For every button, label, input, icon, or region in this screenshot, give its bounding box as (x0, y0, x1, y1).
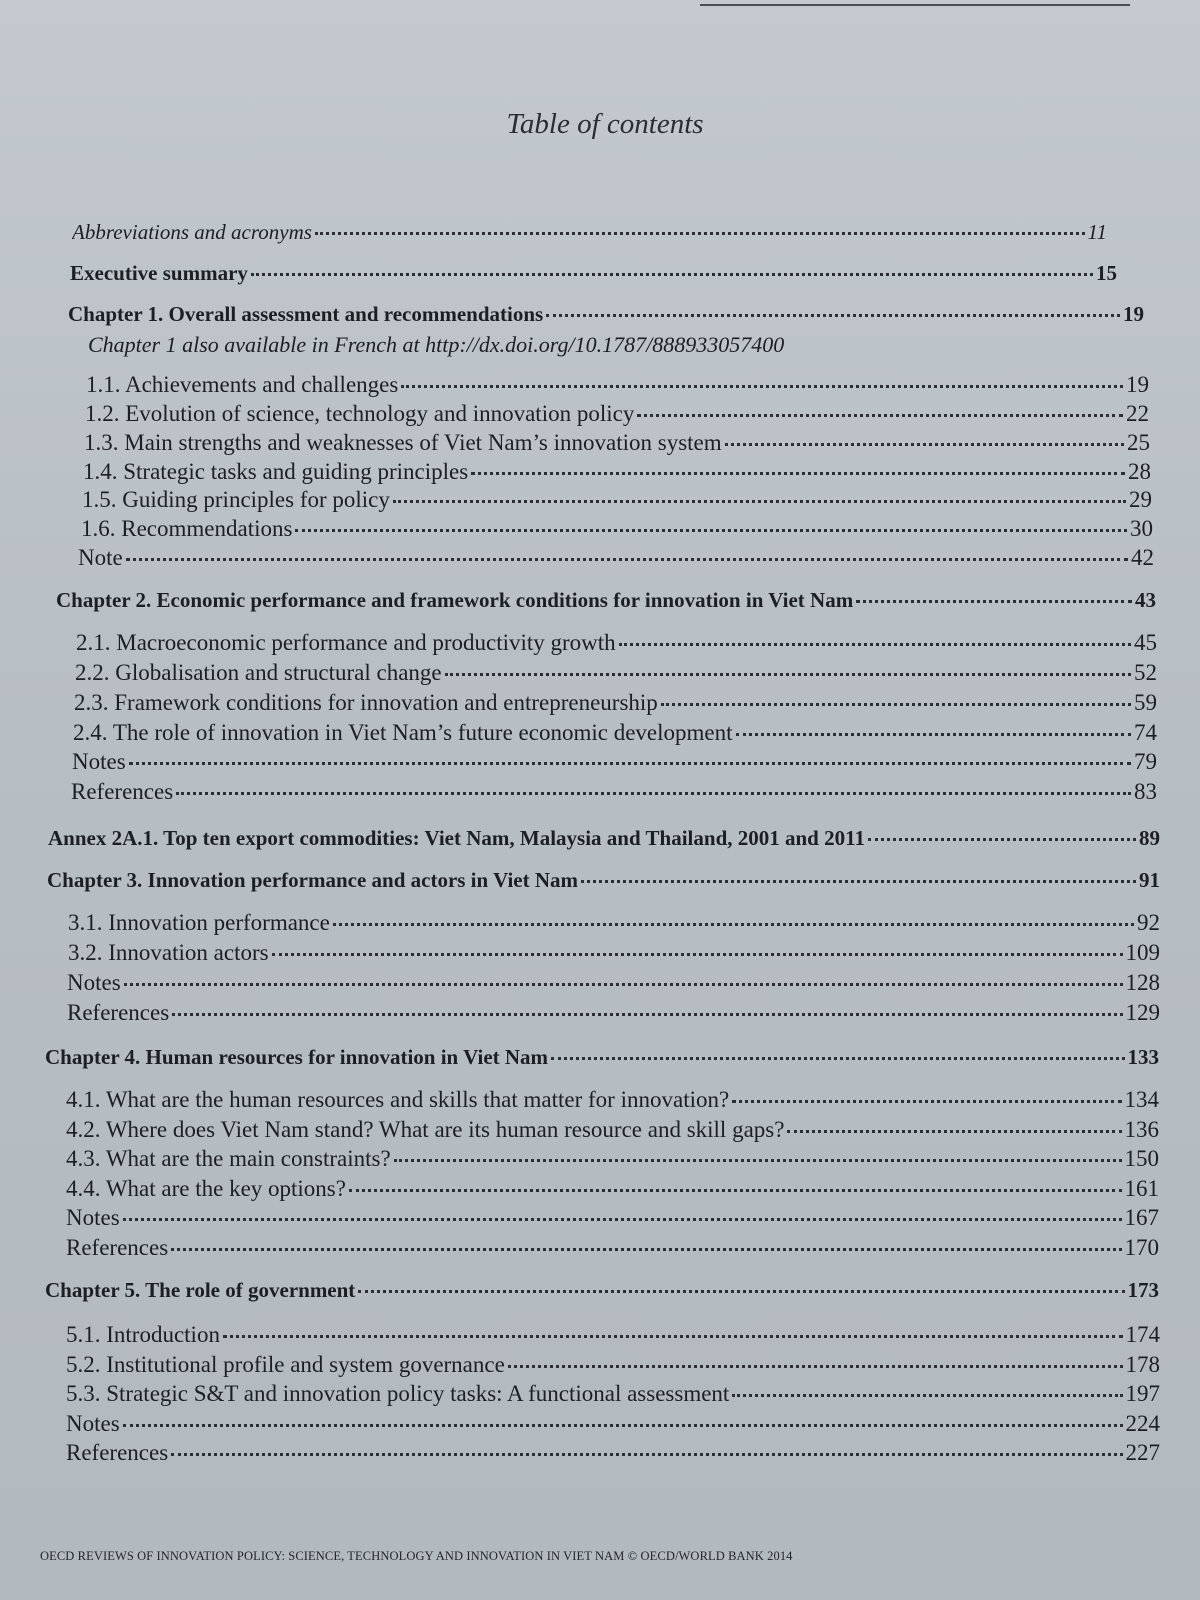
toc-page-number: 30 (1130, 516, 1153, 541)
toc-entry-label: 1.1. Achievements and challenges (86, 372, 399, 397)
toc-entry[interactable] (66, 1146, 1159, 1172)
dot-leader (171, 1248, 1121, 1251)
dot-leader (445, 673, 1131, 676)
toc-entry-label: 1.5. Guiding principles for policy (82, 487, 390, 512)
toc-entry-label: 4.2. Where does Viet Nam stand? What are its human resource and skill gaps? (66, 1117, 785, 1142)
toc-entry[interactable] (66, 1087, 1159, 1113)
toc-page-number: 170 (1124, 1235, 1159, 1260)
toc-entry[interactable] (71, 779, 1157, 805)
header-rule (700, 4, 1130, 6)
dot-leader (272, 953, 1123, 956)
toc-page-number: 19 (1126, 372, 1149, 397)
toc-entry[interactable] (76, 630, 1157, 656)
toc-entry[interactable] (86, 372, 1149, 398)
dot-leader (856, 600, 1132, 603)
toc-entry[interactable] (66, 1176, 1159, 1202)
dot-leader (349, 1189, 1122, 1192)
dot-leader (551, 1057, 1124, 1060)
toc-entry-label: Chapter 3. Innovation performance and actors in Viet Nam (47, 868, 579, 892)
dot-leader (401, 385, 1123, 388)
toc-entry[interactable] (66, 1411, 1160, 1437)
page-title: Table of contents (506, 108, 704, 140)
toc-entry-label: Notes (66, 1205, 120, 1230)
toc-entry-label: 4.1. What are the human resources and skills that matter for innovation? (66, 1087, 730, 1112)
toc-page-number: 91 (1139, 868, 1160, 892)
toc-entry-label: Note (78, 545, 123, 570)
toc-entry[interactable] (81, 516, 1153, 542)
toc-page-number: 59 (1134, 690, 1157, 715)
toc-page-number: 173 (1127, 1278, 1159, 1302)
toc-entry-label: 2.2. Globalisation and structural change (75, 660, 442, 685)
toc-page-number: 74 (1134, 720, 1157, 745)
toc-entry[interactable] (83, 459, 1151, 485)
toc-entry[interactable] (73, 720, 1157, 746)
chapter1-french-note: Chapter 1 also available in French at http://dx.doi.org/10.1787/888933057400 (88, 332, 785, 357)
toc-entry[interactable] (66, 1352, 1160, 1378)
toc-entry-label: 3.1. Innovation performance (68, 910, 330, 935)
toc-entry[interactable] (72, 749, 1157, 775)
toc-page-number: 167 (1124, 1205, 1159, 1230)
dot-leader (172, 1013, 1122, 1016)
toc-entry-label: Abbreviations and acronyms (72, 220, 312, 244)
dot-leader (176, 792, 1131, 795)
toc-entry-label: 3.2. Innovation actors (68, 940, 269, 965)
toc-page-number: 19 (1123, 302, 1144, 326)
toc-page-number: 28 (1128, 459, 1151, 484)
toc-page-number: 136 (1124, 1117, 1159, 1142)
toc-entry[interactable] (67, 1000, 1160, 1026)
toc-entry[interactable] (45, 1045, 1159, 1070)
toc-entry[interactable] (85, 401, 1149, 427)
toc-page-number: 224 (1125, 1411, 1160, 1436)
toc-entry[interactable] (78, 545, 1154, 571)
toc-entry[interactable] (72, 220, 1107, 245)
toc-page-number: 133 (1127, 1045, 1159, 1069)
toc-entry-label: References (71, 779, 174, 804)
toc-entry[interactable] (48, 826, 1160, 851)
toc-entry-label: 1.4. Strategic tasks and guiding principles (83, 459, 469, 484)
toc-page-number: 92 (1137, 910, 1160, 935)
toc-entry[interactable] (66, 1205, 1159, 1231)
toc-page-number: 11 (1087, 220, 1107, 244)
toc-entry-label: References (66, 1235, 169, 1260)
toc-entry[interactable] (66, 1117, 1159, 1143)
toc-entry[interactable] (66, 1440, 1160, 1466)
toc-page-number: 42 (1131, 545, 1154, 570)
toc-entry-label: 5.2. Institutional profile and system governance (66, 1352, 505, 1377)
dot-leader (787, 1130, 1121, 1133)
toc-entry-label: References (67, 1000, 170, 1025)
toc-page-number: 128 (1125, 970, 1160, 995)
toc-entry-label: 2.4. The role of innovation in Viet Nam’s future economic development (73, 720, 733, 745)
toc-entry-label: Chapter 5. The role of government (45, 1278, 356, 1302)
page-footer: OECD REVIEWS OF INNOVATION POLICY: SCIENCE, TECHNOLOGY AND INNOVATION IN VIET NAM © OECD/WORLD BANK 2014 (40, 1549, 793, 1563)
toc-page-number: 79 (1134, 749, 1157, 774)
toc-page-number: 129 (1125, 1000, 1160, 1025)
toc-page-number: 161 (1124, 1176, 1159, 1201)
toc-entry-label: Executive summary (70, 261, 248, 285)
dot-leader (223, 1335, 1123, 1338)
dot-leader (508, 1365, 1123, 1368)
toc-page-number: 109 (1125, 940, 1160, 965)
dot-leader (732, 1100, 1121, 1103)
dot-leader (393, 500, 1126, 503)
toc-entry-label: 4.4. What are the key options? (66, 1176, 346, 1201)
toc-entry-label: 2.1. Macroeconomic performance and productivity growth (76, 630, 616, 655)
dot-leader (546, 314, 1120, 317)
dot-leader (124, 983, 1123, 986)
toc-entry-label: 1.6. Recommendations (81, 516, 293, 541)
toc-page-number: 29 (1129, 487, 1152, 512)
dot-leader (295, 529, 1127, 532)
toc-entry[interactable] (82, 487, 1152, 513)
toc-entry-label: Chapter 4. Human resources for innovation in Viet Nam (45, 1045, 549, 1069)
toc-entry-label: Notes (66, 1411, 120, 1436)
toc-page-number: 22 (1126, 401, 1149, 426)
dot-leader (126, 558, 1128, 561)
toc-page-number: 83 (1134, 779, 1157, 804)
dot-leader (736, 733, 1132, 736)
toc-entry[interactable] (68, 302, 1144, 327)
toc-page-number: 150 (1124, 1146, 1159, 1171)
dot-leader (123, 1218, 1122, 1221)
dot-leader (123, 1424, 1123, 1427)
toc-entry[interactable] (74, 690, 1157, 716)
toc-page-number: 15 (1096, 261, 1117, 285)
toc-entry[interactable] (47, 868, 1160, 893)
toc-entry[interactable] (66, 1235, 1159, 1261)
dot-leader (394, 1159, 1122, 1162)
toc-entry[interactable] (68, 940, 1160, 966)
toc-entry[interactable] (67, 970, 1160, 996)
dot-leader (251, 273, 1093, 276)
toc-entry-label: Notes (72, 749, 126, 774)
toc-page-number: 227 (1125, 1440, 1160, 1465)
toc-entry-label: 1.3. Main strengths and weaknesses of Viet Nam’s innovation system (84, 430, 722, 455)
toc-entry[interactable] (68, 910, 1160, 936)
toc-page-number: 178 (1125, 1352, 1160, 1377)
toc-entry[interactable] (66, 1381, 1160, 1407)
toc-entry-label: Annex 2A.1. Top ten export commodities: Viet Nam, Malaysia and Thailand, 2001 and 2011 (48, 826, 865, 850)
dot-leader (732, 1394, 1122, 1397)
toc-entry[interactable] (70, 261, 1117, 286)
dot-leader (333, 923, 1134, 926)
toc-page-number: 134 (1124, 1087, 1159, 1112)
dot-leader (637, 414, 1123, 417)
toc-page-number: 25 (1127, 430, 1150, 455)
dot-leader (581, 880, 1136, 883)
toc-entry-label: Chapter 1. Overall assessment and recommendations (68, 302, 544, 326)
toc-entry-label: 1.2. Evolution of science, technology and innovation policy (85, 401, 635, 426)
toc-page-number: 174 (1125, 1322, 1160, 1347)
toc-page-number: 89 (1139, 826, 1160, 850)
toc-entry[interactable] (45, 1278, 1159, 1303)
dot-leader (619, 643, 1131, 646)
toc-entry[interactable] (56, 588, 1156, 613)
toc-page-number: 197 (1125, 1381, 1160, 1406)
toc-entry-label: Chapter 2. Economic performance and framework conditions for innovation in Viet Nam (56, 588, 854, 612)
toc-entry-label: 5.1. Introduction (66, 1322, 220, 1347)
dot-leader (868, 838, 1136, 841)
toc-entry-label: References (66, 1440, 169, 1465)
toc-page-number: 43 (1135, 588, 1156, 612)
toc-entry-label: Notes (67, 970, 121, 995)
toc-entry[interactable] (66, 1322, 1160, 1348)
toc-entry-label: 4.3. What are the main constraints? (66, 1146, 391, 1171)
dot-leader (315, 232, 1085, 235)
toc-page-number: 45 (1134, 630, 1157, 655)
dot-leader (129, 762, 1131, 765)
dot-leader (471, 472, 1125, 475)
dot-leader (358, 1290, 1124, 1293)
toc-page-number: 52 (1134, 660, 1157, 685)
dot-leader (661, 703, 1131, 706)
toc-entry[interactable] (75, 660, 1157, 686)
toc-entry-label: 5.3. Strategic S&T and innovation policy tasks: A functional assessment (66, 1381, 730, 1406)
toc-entry-label: 2.3. Framework conditions for innovation and entrepreneurship (74, 690, 658, 715)
dot-leader (171, 1453, 1122, 1456)
dot-leader (725, 443, 1124, 446)
toc-entry[interactable] (84, 430, 1150, 456)
